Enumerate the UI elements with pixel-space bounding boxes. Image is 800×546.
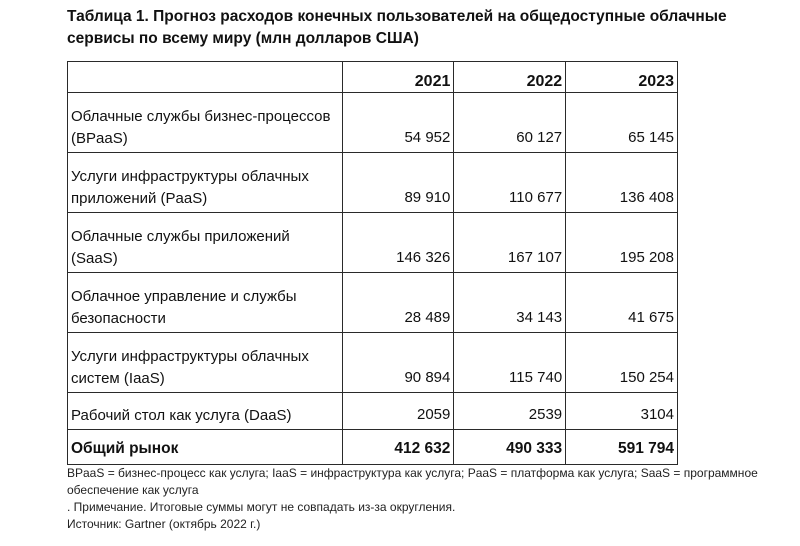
forecast-table	[67, 61, 678, 465]
table-header-row	[68, 62, 678, 93]
header-2023: 2023	[566, 62, 678, 93]
cell-2023: 3104	[566, 393, 678, 430]
table-row	[68, 393, 678, 430]
total-2022: 490 333	[454, 430, 566, 465]
source-note: Источник: Gartner (октябрь 2022 г.)	[67, 517, 261, 531]
cell-2021: 28 489	[342, 273, 454, 333]
table-notes	[67, 465, 777, 533]
cell-2021: 54 952	[342, 93, 454, 153]
header-empty-cell	[68, 62, 343, 93]
total-2023: 591 794	[566, 430, 678, 465]
table-row	[68, 153, 678, 213]
total-row	[68, 430, 678, 465]
row-label: Облачные службы приложений (SaaS)	[68, 213, 343, 273]
total-2021: 412 632	[342, 430, 454, 465]
row-label: Рабочий стол как услуга (DaaS)	[68, 393, 343, 430]
cell-2021: 2059	[342, 393, 454, 430]
cell-2022: 34 143	[454, 273, 566, 333]
cell-2021: 146 326	[342, 213, 454, 273]
cell-2022: 2539	[454, 393, 566, 430]
cell-2023: 136 408	[566, 153, 678, 213]
cell-2022: 60 127	[454, 93, 566, 153]
abbreviations-note: BPaaS = бизнес-процесс как услуга; IaaS = инфраструктура как услуга; PaaS = платформа как услуга; SaaS = программное обеспечение как услуга	[67, 466, 758, 497]
row-label: Услуги инфраструктуры облачных приложений (PaaS)	[68, 153, 343, 213]
cell-2023: 195 208	[566, 213, 678, 273]
table-row	[68, 213, 678, 273]
rounding-remark: . Примечание. Итоговые суммы могут не совпадать из-за округления.	[67, 500, 456, 514]
table-row	[68, 93, 678, 153]
cell-2023: 150 254	[566, 333, 678, 393]
header-2021: 2021	[342, 62, 454, 93]
total-label: Общий рынок	[68, 430, 343, 465]
header-2022: 2022	[454, 62, 566, 93]
cell-2023: 41 675	[566, 273, 678, 333]
cell-2021: 89 910	[342, 153, 454, 213]
cell-2021: 90 894	[342, 333, 454, 393]
table-row	[68, 273, 678, 333]
cell-2022: 115 740	[454, 333, 566, 393]
cell-2022: 167 107	[454, 213, 566, 273]
table-title: Таблица 1. Прогноз расходов конечных пользователей на общедоступные облачные сервисы по всему миру (млн долларов США)	[67, 8, 727, 47]
row-label: Облачные службы бизнес-процессов (BPaaS)	[68, 93, 343, 153]
table-row	[68, 333, 678, 393]
row-label: Облачное управление и службы безопасности	[68, 273, 343, 333]
row-label: Услуги инфраструктуры облачных систем (IaaS)	[68, 333, 343, 393]
cell-2022: 110 677	[454, 153, 566, 213]
cell-2023: 65 145	[566, 93, 678, 153]
